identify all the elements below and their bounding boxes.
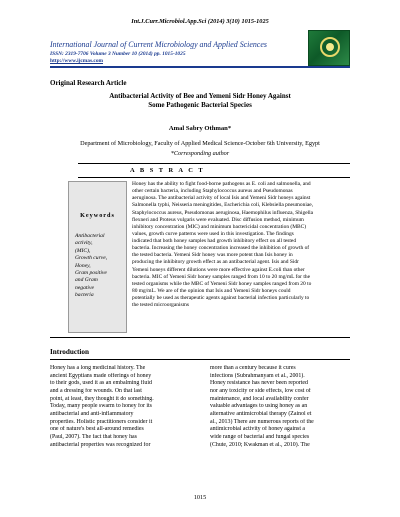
body-line: Today, many people swarm to honey for its <box>50 403 152 410</box>
abstract-line: the tested microorganisms <box>132 302 189 309</box>
abstract-line: 80 mg/mL. We are of the opinion that Isis and Yemeni Sidr honeys could <box>132 287 291 294</box>
author-name: Amal Sabry Othman* <box>168 125 232 132</box>
body-line: antibacterial properties was recognized for <box>50 441 151 448</box>
abstract-line: potentially be used as therapeutic agents against bacterial infection particularly to <box>132 295 310 301</box>
abstract-line: bacteria. Increasing the honey concentration increased the inhibition of growth of <box>132 245 310 252</box>
abstract-rule-bottom <box>50 337 350 338</box>
body-line: properties. Holistic practitioners consider it <box>50 418 153 425</box>
keyword-line: activity, <box>75 240 93 247</box>
journal-logo <box>308 30 350 66</box>
running-head: Int.J.Curr.Microbiol.App.Sci (2014) 3(10) 1015-1025 <box>131 18 269 25</box>
keyword-line: and Gram <box>75 277 98 284</box>
abstract-heading: A B S T R A C T <box>130 167 205 174</box>
issn-line: ISSN: 2319-7706 Volume 3 Number 10 (2014) pp. 1015-1025 <box>50 51 186 57</box>
abstract-line: inhibitory concentration (MIC) and minimum bactericidal concentration (MBC) <box>132 223 307 230</box>
body-line: antimicrobial activity of honey against a <box>210 426 306 433</box>
body-line: alternative antimicrobial therapy (Zainol et <box>210 410 312 417</box>
abstract-line: the tested bacteria. Yemeni Sidr honey was more potent than Isis honey in <box>132 252 293 259</box>
body-line: ancient Egyptians made offerings of honey <box>50 372 152 379</box>
keywords-list <box>75 233 120 300</box>
keyword-line: Honey, <box>75 262 91 269</box>
abstract-line: Salmonella typhi, Neisseria meningitides, Escherichia coli, Klebsiella pneumoniae, <box>132 202 314 209</box>
body-line: (Paul, 2007). The fact that honey has <box>50 433 137 440</box>
body-line: infections (Subrahmanyam et al., 2001). <box>210 372 305 379</box>
article-title-line: Some Pathogenic Bacterial Species <box>148 101 252 109</box>
keywords-title: Keywords <box>80 212 115 219</box>
abstract-body <box>132 181 350 309</box>
abstract-line: indicated that both honey samples had growth inhibitory effect on all tested <box>132 238 297 244</box>
body-line: antibacterial and anti-inflammatory <box>50 410 134 417</box>
body-line: nor any toxicity or side effects, low cost of <box>210 387 311 394</box>
body-line: wide range of bacterial and fungal species <box>210 433 310 440</box>
keywords-box <box>68 181 127 333</box>
keyword-line: Antibacterial <box>75 233 105 239</box>
body-line: Honey resistance has never been reported <box>210 380 308 387</box>
journal-title: International Journal of Current Microbiology and Applied Sciences <box>50 40 267 49</box>
abstract-line: Honey has the ability to fight food-borne pathogens as E. coli and salmonella, and <box>132 181 311 187</box>
body-line: more than a century because it cures <box>210 365 296 371</box>
introduction-rule <box>50 359 350 360</box>
body-line: valuable advantages to using honey as an <box>210 403 308 410</box>
journal-url-link[interactable]: http://www.ijcmas.com <box>50 58 104 64</box>
keyword-line: Gram positive <box>75 270 107 277</box>
introduction-right-column <box>210 365 350 449</box>
body-line: al., 2013) There are numerous reports of the <box>210 418 314 425</box>
keyword-line: negative <box>75 284 94 291</box>
introduction-heading: Introduction <box>50 348 90 356</box>
article-title-line: Antibacterial Activity of Bee and Yemeni Sidr Honey Against <box>109 92 291 100</box>
keyword-line: (MIC), <box>75 247 91 254</box>
abstract-line: flexneri and Proteus vulgaris were evaluated. Disc diffusion method, minimum <box>132 216 304 223</box>
abstract-rule-top <box>78 163 350 164</box>
body-line: to their gods, used it as an embalming fluid <box>50 380 152 387</box>
abstract-rule-middle <box>78 177 350 178</box>
abstract-line: tested organisms while the MBC of Yemeni Sidr honey samples ranged from 20 to <box>132 280 312 287</box>
body-line: Honey has a long medicinal history. The <box>50 365 146 371</box>
article-type-label: Original Research Article <box>50 79 127 87</box>
keyword-line: Growth curve, <box>75 255 108 262</box>
body-line: (Chute, 2010; Kwakman et al., 2010). The <box>210 441 310 448</box>
journal-header <box>50 30 350 66</box>
abstract-line: other certain bacteria, including Staphylococcus aureus and Pseudomonas <box>132 188 293 195</box>
abstract-line: bacteria. MIC of Yemeni Sidr honey samples ranged from 10 to 20 mg/mL for the <box>132 273 310 280</box>
abstract-line: Staphylococcus aureus, Pseudomonas aeruginosa, Haemophilus influenza, Shigella <box>132 209 314 216</box>
keyword-line: bacteria <box>75 292 94 299</box>
body-line: point, at least, they thought it do something. <box>50 395 154 402</box>
abstract-line: Yemeni honeys different dilutions were more effective against E.coli than other <box>132 266 305 273</box>
page-number: 1015 <box>193 494 207 501</box>
abstract-line: aeruginosa. The antibacterial activity of local Isis and Yemeni Sidr honeys against <box>132 195 311 202</box>
abstract-line: values, growth curve patterns were used in this investigation. The findings <box>132 230 294 237</box>
logo-core <box>326 43 334 51</box>
header-rule <box>50 66 350 68</box>
corresponding-author-note: *Corresponding author <box>170 150 230 157</box>
body-line: maintenance, and local availability confer <box>210 395 309 402</box>
introduction-left-column <box>50 365 190 449</box>
abstract-line: producing the inhibitory growth effect as an antibacterial agent. Isis and Sidr <box>132 259 299 266</box>
article-title <box>50 92 350 110</box>
body-line: one of nature's best all-around remedies <box>50 426 144 433</box>
body-line: and a dressing for wounds. On that last <box>50 387 142 394</box>
author-affiliation: Department of Microbiology, Faculty of Applied Medical Science-October 6th University, Egypt <box>80 140 320 147</box>
